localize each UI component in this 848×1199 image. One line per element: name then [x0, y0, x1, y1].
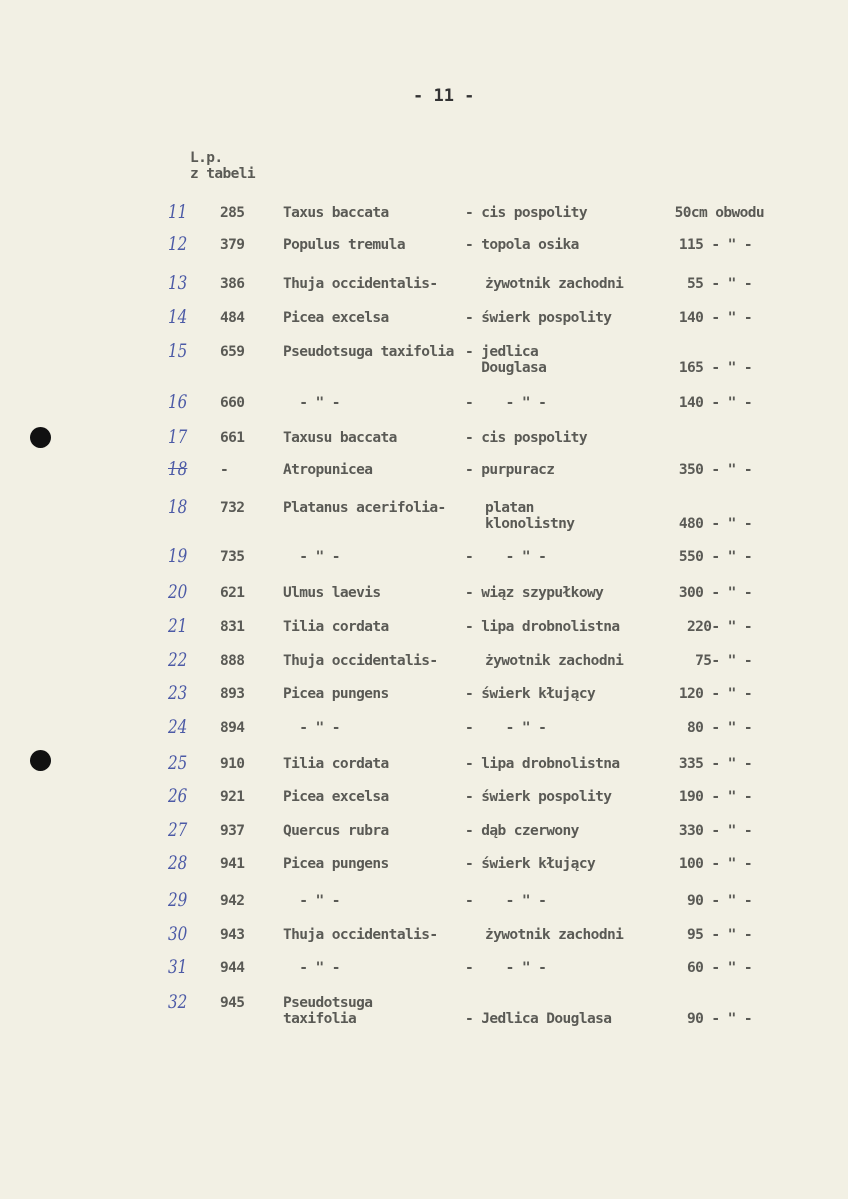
- table-number: 944: [220, 960, 245, 976]
- common-name: - świerk kłujący: [465, 856, 596, 872]
- latin-name: Thuja occidentalis-: [283, 653, 438, 669]
- circumference: 50cm obwodu: [674, 205, 764, 221]
- common-name: platan klonolistny: [485, 500, 575, 532]
- table-number: 921: [220, 789, 245, 805]
- handwritten-number: 16: [168, 391, 188, 413]
- common-name: - cis pospolity: [465, 430, 587, 446]
- latin-name: Taxusu baccata: [283, 430, 397, 446]
- common-name: - wiąz szypułkowy: [465, 585, 604, 601]
- circumference: 220- " -: [686, 619, 752, 635]
- handwritten-number: 24: [168, 716, 188, 738]
- latin-name: Pseudotsuga taxifolia: [283, 344, 454, 360]
- table-number: 285: [220, 205, 245, 221]
- latin-name: Picea excelsa: [283, 310, 389, 326]
- table-number: 888: [220, 653, 245, 669]
- table-number: -: [220, 462, 229, 478]
- circumference: 100 - " -: [678, 856, 752, 872]
- handwritten-number: 14: [168, 306, 188, 328]
- circumference: 60 - " -: [686, 960, 752, 976]
- handwritten-number: 18: [168, 496, 188, 518]
- common-name: - - " -: [465, 893, 547, 909]
- handwritten-number: 25: [168, 752, 188, 774]
- circumference: 190 - " -: [678, 789, 752, 805]
- handwritten-number: 28: [168, 852, 188, 874]
- table-number: 831: [220, 619, 245, 635]
- handwritten-number: 17: [168, 426, 188, 448]
- circumference: 75- " -: [695, 653, 752, 669]
- table-number: 937: [220, 823, 245, 839]
- circumference: 350 - " -: [678, 462, 752, 478]
- latin-name: - " -: [283, 960, 340, 976]
- latin-name: Thuja occidentalis-: [283, 927, 438, 943]
- common-name: - jedlica Douglasa: [465, 344, 547, 376]
- latin-name: Tilia cordata: [283, 619, 389, 635]
- common-name: - Jedlica Douglasa: [465, 1011, 612, 1027]
- handwritten-number: 20: [168, 581, 188, 603]
- circumference: 330 - " -: [678, 823, 752, 839]
- circumference: 80 - " -: [686, 720, 752, 736]
- circumference: 115 - " -: [678, 237, 752, 253]
- table-number: 945: [220, 995, 245, 1011]
- common-name: żywotnik zachodni: [485, 653, 624, 669]
- handwritten-number: 32: [168, 991, 188, 1013]
- table-number: 379: [220, 237, 245, 253]
- circumference: 55 - " -: [686, 276, 752, 292]
- circumference: 140 - " -: [678, 395, 752, 411]
- common-name: - dąb czerwony: [465, 823, 579, 839]
- latin-name: Taxus baccata: [283, 205, 389, 221]
- circumference: 300 - " -: [678, 585, 752, 601]
- handwritten-number: 22: [168, 649, 188, 671]
- latin-name: - " -: [283, 720, 340, 736]
- table-number: 484: [220, 310, 245, 326]
- table-number: 621: [220, 585, 245, 601]
- table-number: 894: [220, 720, 245, 736]
- handwritten-number: 12: [168, 233, 188, 255]
- latin-name: Thuja occidentalis-: [283, 276, 438, 292]
- common-name: - świerk pospolity: [465, 789, 612, 805]
- punch-hole-icon: [30, 750, 51, 771]
- latin-name: Picea pungens: [283, 686, 389, 702]
- circumference: 550 - " -: [678, 549, 752, 565]
- handwritten-number: 26: [168, 785, 188, 807]
- handwritten-number: 11: [168, 201, 188, 223]
- common-name: - purpuracz: [465, 462, 555, 478]
- common-name: - - " -: [465, 549, 547, 565]
- circumference: 120 - " -: [678, 686, 752, 702]
- latin-name: Quercus rubra: [283, 823, 389, 839]
- header-lp: L.p.: [190, 150, 223, 166]
- handwritten-number: 30: [168, 923, 188, 945]
- common-name: żywotnik zachodni: [485, 927, 624, 943]
- punch-hole-icon: [30, 427, 51, 448]
- table-number: 943: [220, 927, 245, 943]
- handwritten-number: 23: [168, 682, 188, 704]
- table-number: 661: [220, 430, 245, 446]
- latin-name: - " -: [283, 549, 340, 565]
- common-name: żywotnik zachodni: [485, 276, 624, 292]
- table-number: 910: [220, 756, 245, 772]
- latin-name: Populus tremula: [283, 237, 405, 253]
- latin-name: Tilia cordata: [283, 756, 389, 772]
- common-name: - - " -: [465, 720, 547, 736]
- table-number: 660: [220, 395, 245, 411]
- table-number: 941: [220, 856, 245, 872]
- handwritten-number: 15: [168, 340, 188, 362]
- common-name: - lipa drobnolistna: [465, 619, 620, 635]
- common-name: - lipa drobnolistna: [465, 756, 620, 772]
- handwritten-number: 18: [168, 458, 188, 480]
- latin-name: Pseudotsuga taxifolia: [283, 995, 373, 1027]
- latin-name: - " -: [283, 893, 340, 909]
- circumference: 335 - " -: [678, 756, 752, 772]
- common-name: - - " -: [465, 960, 547, 976]
- header-z-tabeli: z tabeli: [190, 166, 256, 182]
- handwritten-number: 21: [168, 615, 188, 637]
- table-number: 386: [220, 276, 245, 292]
- common-name: - topola osika: [465, 237, 579, 253]
- circumference: 165 - " -: [678, 360, 752, 376]
- common-name: - świerk pospolity: [465, 310, 612, 326]
- latin-name: Picea excelsa: [283, 789, 389, 805]
- handwritten-number: 29: [168, 889, 188, 911]
- table-number: 893: [220, 686, 245, 702]
- circumference: 480 - " -: [678, 516, 752, 532]
- circumference: 95 - " -: [686, 927, 752, 943]
- common-name: - cis pospolity: [465, 205, 587, 221]
- circumference: 140 - " -: [678, 310, 752, 326]
- common-name: - - " -: [465, 395, 547, 411]
- handwritten-number: 13: [168, 272, 188, 294]
- handwritten-number: 27: [168, 819, 188, 841]
- common-name: - świerk kłujący: [465, 686, 596, 702]
- handwritten-number: 19: [168, 545, 188, 567]
- latin-name: Ulmus laevis: [283, 585, 381, 601]
- circumference: 90 - " -: [686, 1011, 752, 1027]
- circumference: 90 - " -: [686, 893, 752, 909]
- table-number: 735: [220, 549, 245, 565]
- latin-name: Picea pungens: [283, 856, 389, 872]
- latin-name: Platanus acerifolia-: [283, 500, 446, 516]
- latin-name: Atropunicea: [283, 462, 373, 478]
- page-number: - 11 -: [413, 86, 475, 106]
- table-number: 942: [220, 893, 245, 909]
- table-number: 732: [220, 500, 245, 516]
- latin-name: - " -: [283, 395, 340, 411]
- table-number: 659: [220, 344, 245, 360]
- handwritten-number: 31: [168, 956, 188, 978]
